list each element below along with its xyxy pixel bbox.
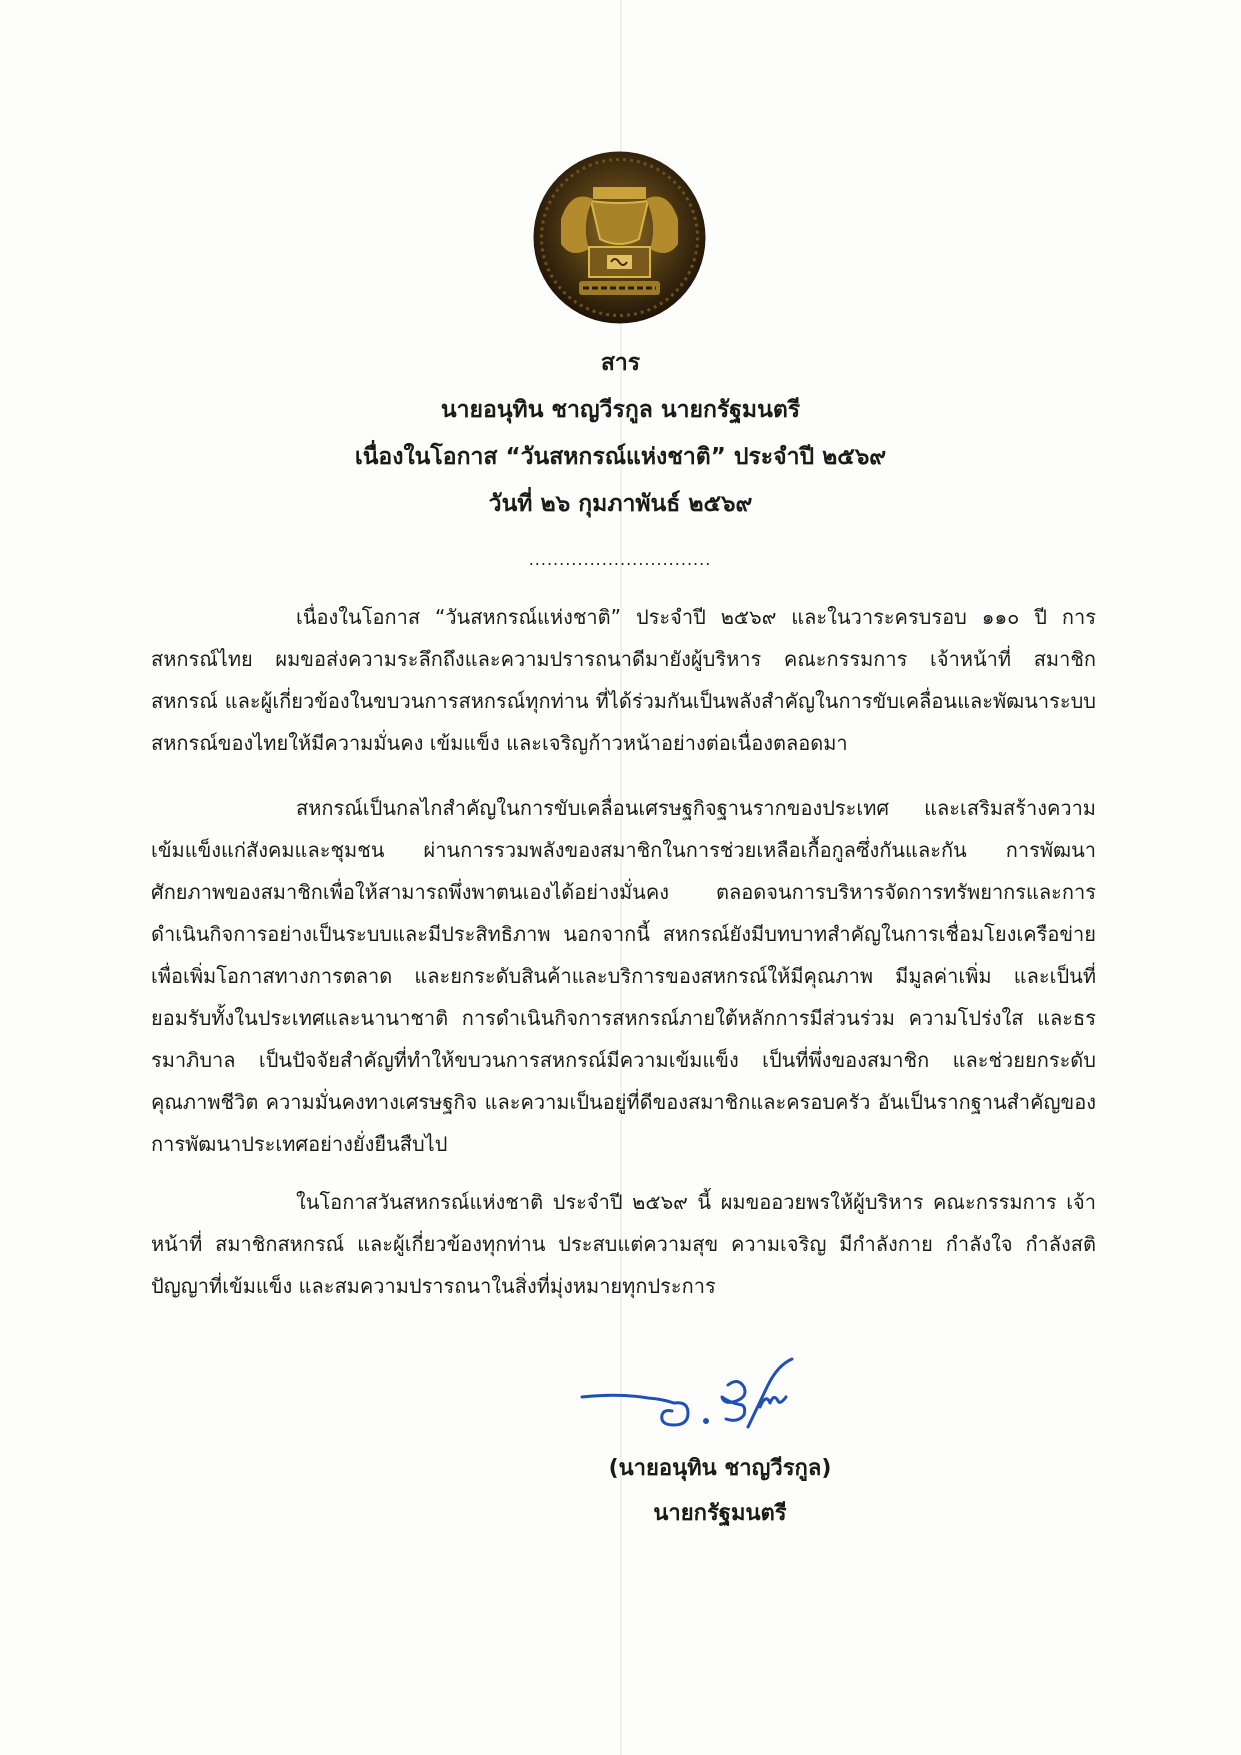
sender-line: นายอนุทิน ชาญวีรกูล นายกรัฐมนตรี: [440, 397, 801, 423]
document-title: สาร: [600, 350, 641, 376]
paragraph-text: เนื่องในโอกาส “วันสหกรณ์แห่งชาติ” ประจำปี ๒๕๖๙ และในวาระครบรอบ ๑๑๐ ปี การสหกรณ์ไทย ผมขอส่งความระลึกถึงและความปรารถนาดีมายังผู้บริหาร คณะกรรมการ เจ้าหน้าที่ สมาชิกสหกรณ์ และผู้เกี่ยวข้องในขบวนการสหกรณ์ทุกท่าน ที่ได้ร่วมกันเป็นพลังสำคัญในการขับเคลื่อนและพัฒนาระบบสหกรณ์ของไทยให้มีความมั่นคง เข้มแข็ง และเจริญก้าวหน้าอย่างต่อเนื่องตลอดมา: [151, 605, 1096, 755]
body-paragraph-3: [151, 1181, 1096, 1307]
paragraph-text: สหกรณ์เป็นกลไกสำคัญในการขับเคลื่อนเศรษฐกิจฐานรากของประเทศ และเสริมสร้างความเข้มแข็งแก่สังคมและชุมชน ผ่านการรวมพลังของสมาชิกในการช่วยเหลือเกื้อกูลซึ่งกันและกัน การพัฒนาศักยภาพของสมาชิกเพื่อให้สามารถพึ่งพาตนเองได้อย่างมั่นคง ตลอดจนการบริหารจัดการทรัพยากรและการดำเนินกิจการอย่างเป็นระบบและมีประสิทธิภาพ นอกจากนี้ สหกรณ์ยังมีบทบาทสำคัญในการเชื่อมโยงเครือข่าย เพื่อเพิ่มโอกาสทางการตลาด และยกระดับสินค้าและบริการของสหกรณ์ให้มีคุณภาพ มีมูลค่าเพิ่ม และเป็นที่ยอมรับทั้งในประเทศและนานาชาติ การดำเนินกิจการสหกรณ์ภายใต้หลักการมีส่วนร่วม ความโปร่งใส และธรรมาภิบาล เป็นปัจจัยสำคัญที่ทำให้ขบวนการสหกรณ์มีความเข้มแข็ง เป็นที่พึ่งของสมาชิก และช่วยยกระดับคุณภาพชีวิต ความมั่นคงทางเศรษฐกิจ และความเป็นอยู่ที่ดีของสมาชิกและครอบครัว อันเป็นรากฐานสำคัญของการพัฒนาประเทศอย่างยั่งยืนสืบไป: [151, 796, 1096, 1156]
paragraph-text: ในโอกาสวันสหกรณ์แห่งชาติ ประจำปี ๒๕๖๙ นี้ ผมขออวยพรให้ผู้บริหาร คณะกรรมการ เจ้าหน้าที่ สมาชิกสหกรณ์ และผู้เกี่ยวข้องทุกท่าน ประสบแต่ความสุข ความเจริญ มีกำลังกาย กำลังใจ กำลังสติปัญญาที่เข้มแข็ง และสมความปรารถนาในสิ่งที่มุ่งหมายทุกประการ: [151, 1190, 1096, 1298]
handwritten-signature-icon: [578, 1355, 818, 1440]
occasion-line: เนื่องในโอกาส “วันสหกรณ์แห่งชาติ” ประจำปี ๒๕๖๙: [354, 444, 887, 470]
signatory-position: นายกรัฐมนตรี: [653, 1501, 787, 1526]
date-line: วันที่ ๒๖ กุมภาพันธ์ ๒๕๖๙: [488, 491, 753, 517]
garuda-seal-icon: [531, 149, 708, 326]
body-paragraph-2: [151, 787, 1096, 1165]
signatory-name: (นายอนุทิน ชาญวีรกูล): [608, 1456, 832, 1481]
dotted-divider: ..............................: [528, 550, 712, 569]
body-paragraph-1: [151, 596, 1096, 764]
